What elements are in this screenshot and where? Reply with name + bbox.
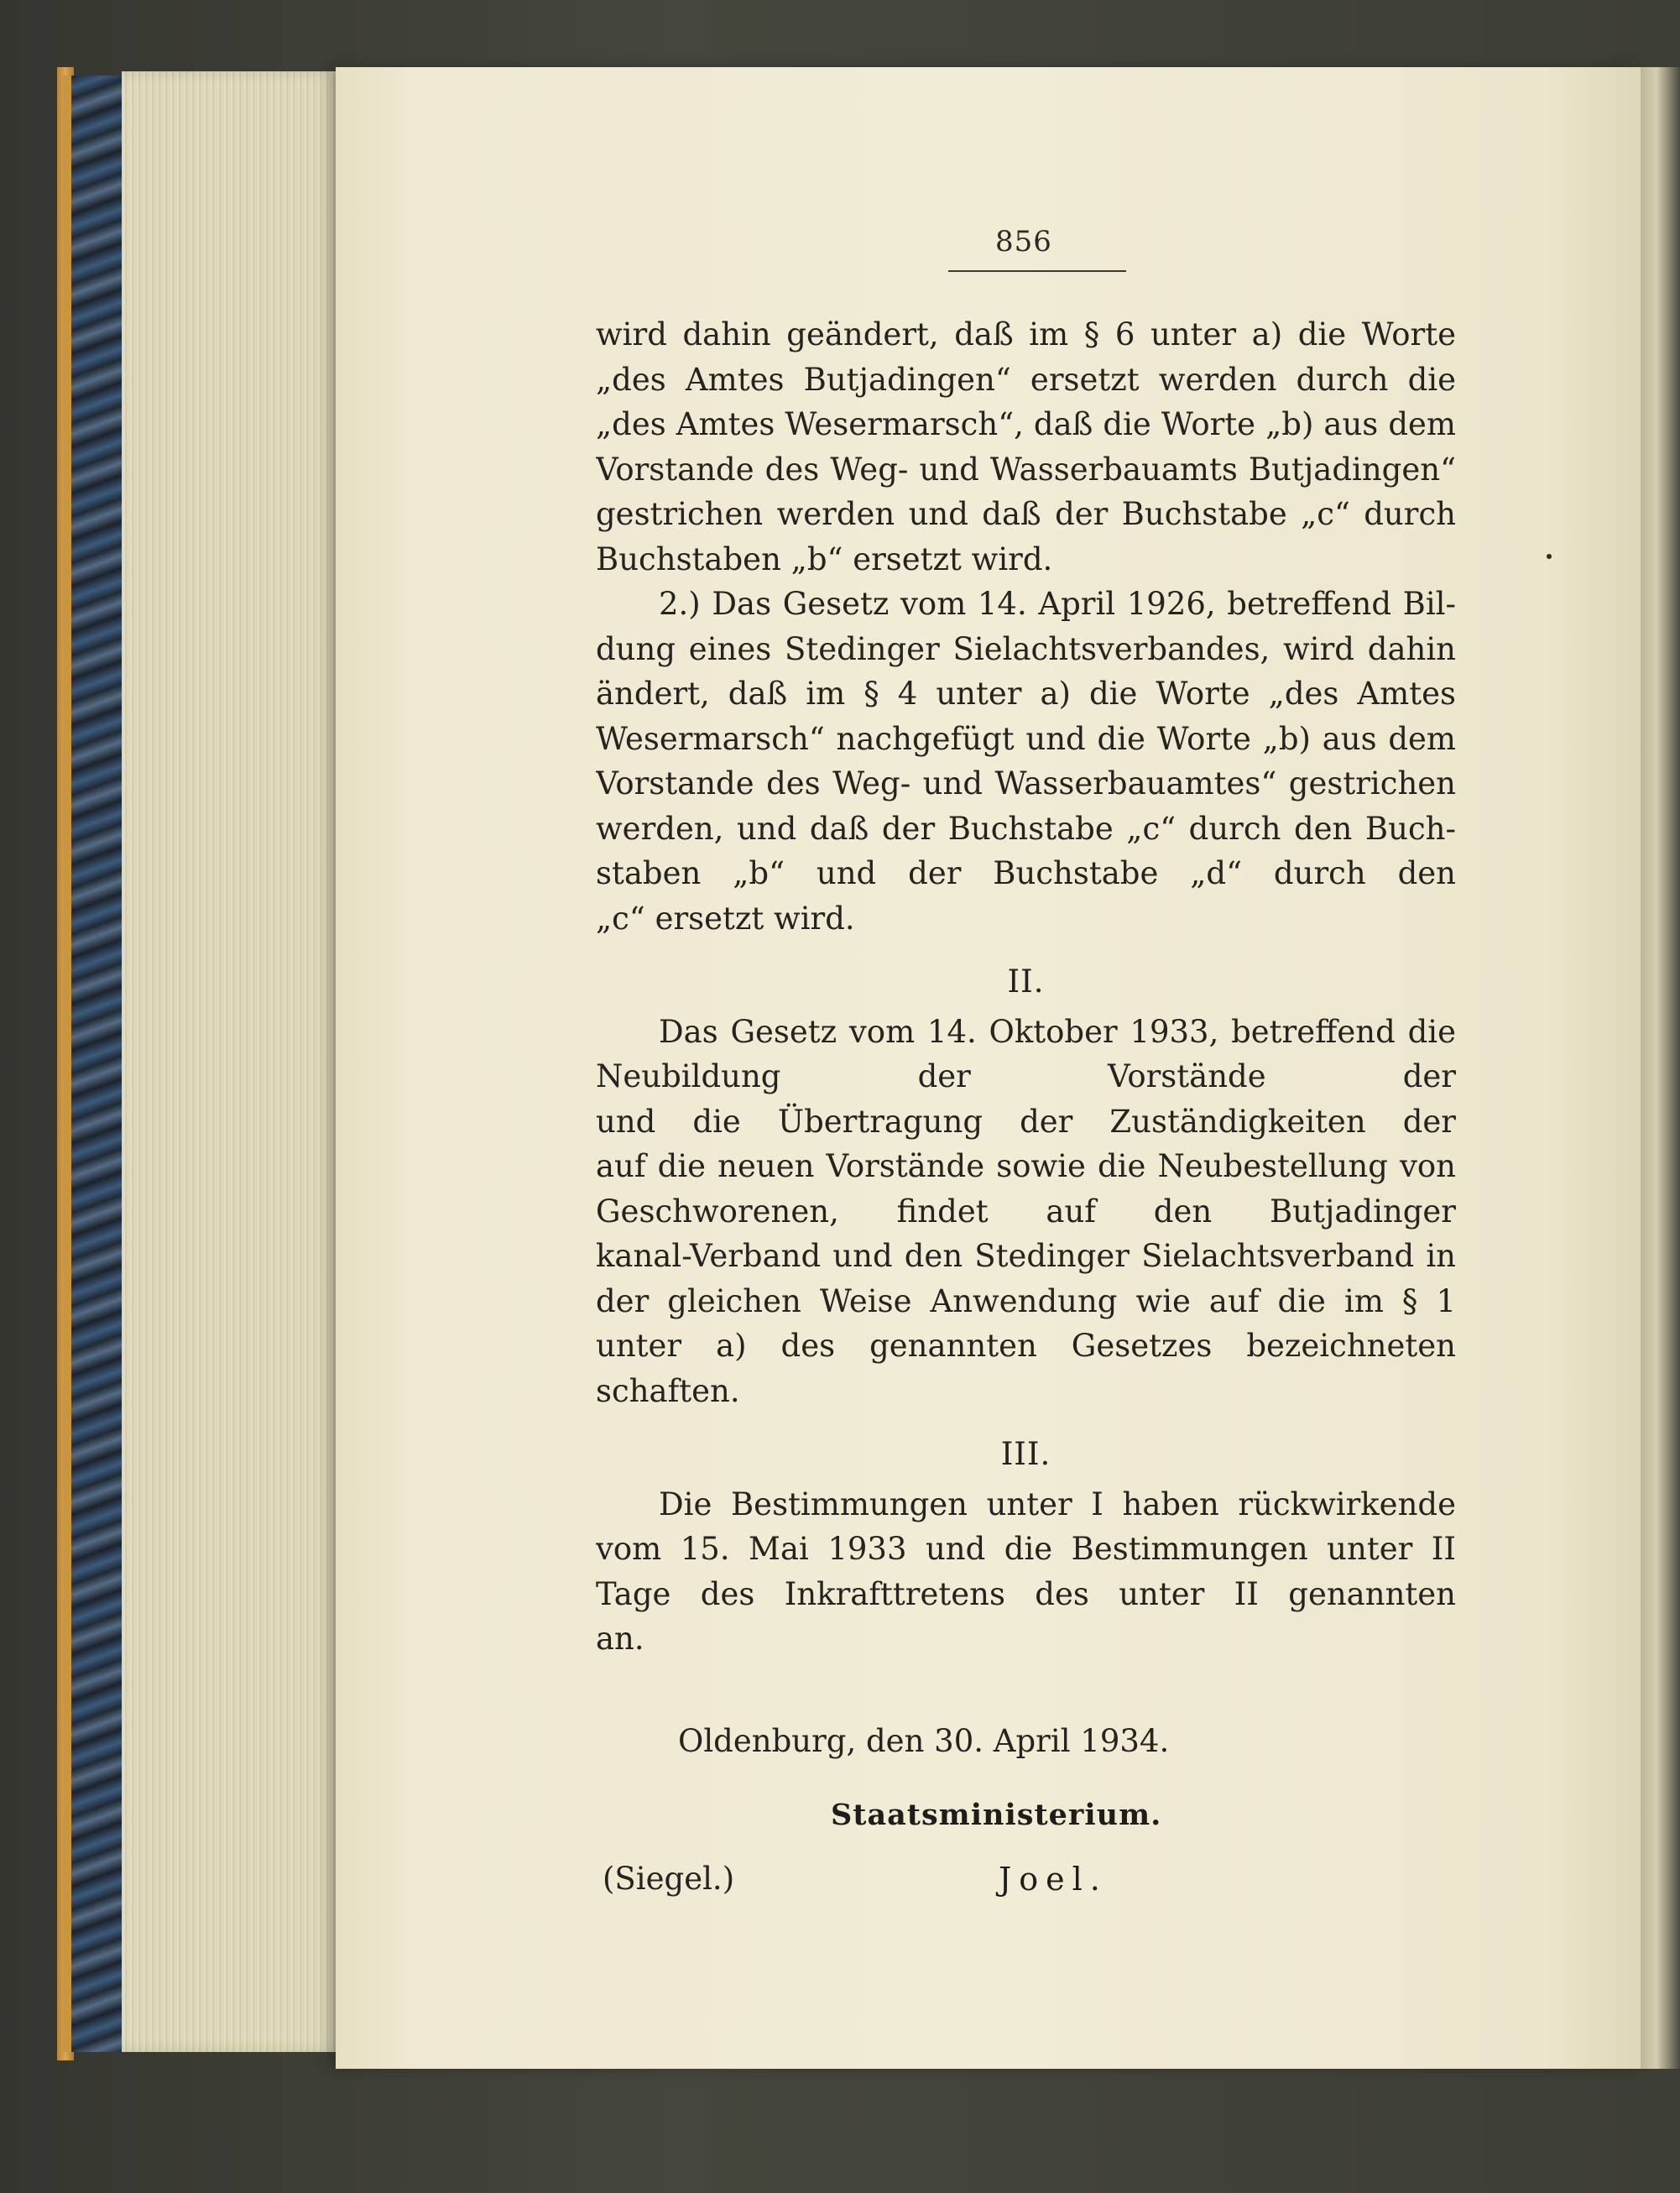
signature: Joel.: [999, 1861, 1108, 1898]
header-rule: [948, 270, 1126, 272]
seal-note: (Siegel.): [603, 1861, 735, 1897]
issuing-authority: Staatsministerium.: [831, 1798, 1162, 1832]
text-line: „des Amtes Butjadingen“ ersetzt werden durch die: [596, 361, 1456, 398]
body-text: [596, 312, 1456, 1662]
text-line: Das Gesetz vom 14. Oktober 1933, betreffend die: [659, 1013, 1456, 1050]
text-line: Vorstande des Weg- und Wasserbauamtes“ gestrichen: [596, 765, 1456, 801]
ink-speck: [1547, 554, 1552, 559]
text-line: Geschworenen, findet auf den Butjadinger: [596, 1193, 1456, 1230]
facing-page-edge: [1641, 67, 1680, 2069]
text-line: ändert, daß im § 4 unter a) die Worte „des Amtes: [596, 676, 1456, 712]
text-line: Die Bestimmungen unter I haben rückwirkende: [659, 1485, 1456, 1522]
section-heading-iii: III.: [1000, 1436, 1051, 1472]
text-line: Wesermarsch“ nachgefügt und die Worte „b) aus dem: [596, 720, 1456, 757]
section-heading-ii: II.: [1007, 963, 1045, 1000]
text-line: staben „b“ und der Buchstabe „d“ durch den: [596, 855, 1456, 891]
text-line: der gleichen Weise Anwendung wie auf die im § 1: [596, 1282, 1456, 1319]
text-line: an.: [596, 1621, 644, 1657]
text-line: Neubildung der Vorstände der: [596, 1058, 1456, 1094]
text-line: wird dahin geändert, daß im § 6 unter a) die Worte: [596, 316, 1456, 352]
text-line: Vorstande des Weg- und Wasserbauamts Butjadingen“: [596, 451, 1456, 488]
text-line: 2.) Das Gesetz vom 14. April 1926, betreffend Bil-: [659, 586, 1456, 622]
text-line: unter a) des genannten Gesetzes bezeichneten: [596, 1328, 1456, 1364]
text-line: dung eines Stedinger Sielachtsverbandes, wird dahin: [596, 630, 1456, 667]
text-line: „des Amtes Wesermarsch“, daß die Worte „b) aus dem: [596, 406, 1456, 442]
text-line: kanal-Verband und den Stedinger Sielachtsverband in: [596, 1238, 1456, 1274]
marbled-cover: [63, 76, 122, 2052]
text-line: vom 15. Mai 1933 und die Bestimmungen unter II: [596, 1531, 1456, 1567]
page-stack: [122, 71, 340, 2052]
text-line: und die Übertragung der Zuständigkeiten der: [596, 1103, 1456, 1140]
text-line: schaften.: [596, 1372, 740, 1409]
text-line: werden, und daß der Buchstabe „c“ durch den Buch-: [596, 810, 1456, 847]
page-number: 856: [995, 225, 1052, 258]
text-line: gestrichen werden und daß der Buchstabe „c“ durch: [596, 496, 1456, 532]
text-line: „c“ ersetzt wird.: [596, 900, 855, 937]
text-line: Tage des Inkrafttretens des unter II genannten: [596, 1575, 1456, 1612]
place-date: Oldenburg, den 30. April 1934.: [678, 1723, 1170, 1759]
text-line: auf die neuen Vorstände sowie die Neubestellung von: [596, 1148, 1456, 1184]
text-line: Buchstaben „b“ ersetzt wird.: [596, 540, 1053, 577]
